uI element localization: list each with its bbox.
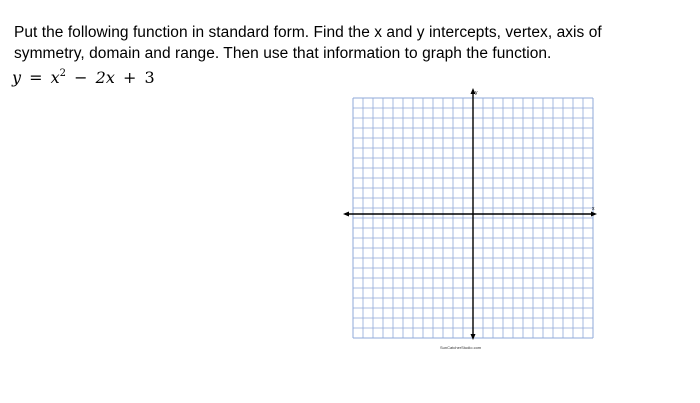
instructions-text: Put the following function in standard form. Find the x and y intercepts, vertex, axis of symmetry, domain and range. Then use that information to graph the function. [14, 24, 602, 62]
watermark: SunCatcherStudio.com [440, 345, 482, 350]
equation-term1-var: x [50, 68, 60, 87]
plus-sign: + [122, 68, 137, 87]
x-axis-label: x [592, 206, 595, 212]
coordinate-grid [343, 88, 599, 340]
equals-sign: = [29, 68, 43, 87]
axes [343, 88, 597, 340]
x-axis-arrow-left [343, 212, 349, 217]
x-axis-arrow-right [591, 212, 597, 217]
equation-constant: 3 [144, 68, 155, 87]
equation-exponent: 2 [59, 68, 67, 79]
minus-sign: − [74, 68, 88, 87]
equation-term2: 2x [95, 68, 115, 87]
y-axis-label: y [475, 90, 478, 96]
equation-lhs: y [12, 68, 22, 87]
function-equation [12, 64, 155, 88]
y-axis-arrow-down [471, 334, 476, 340]
